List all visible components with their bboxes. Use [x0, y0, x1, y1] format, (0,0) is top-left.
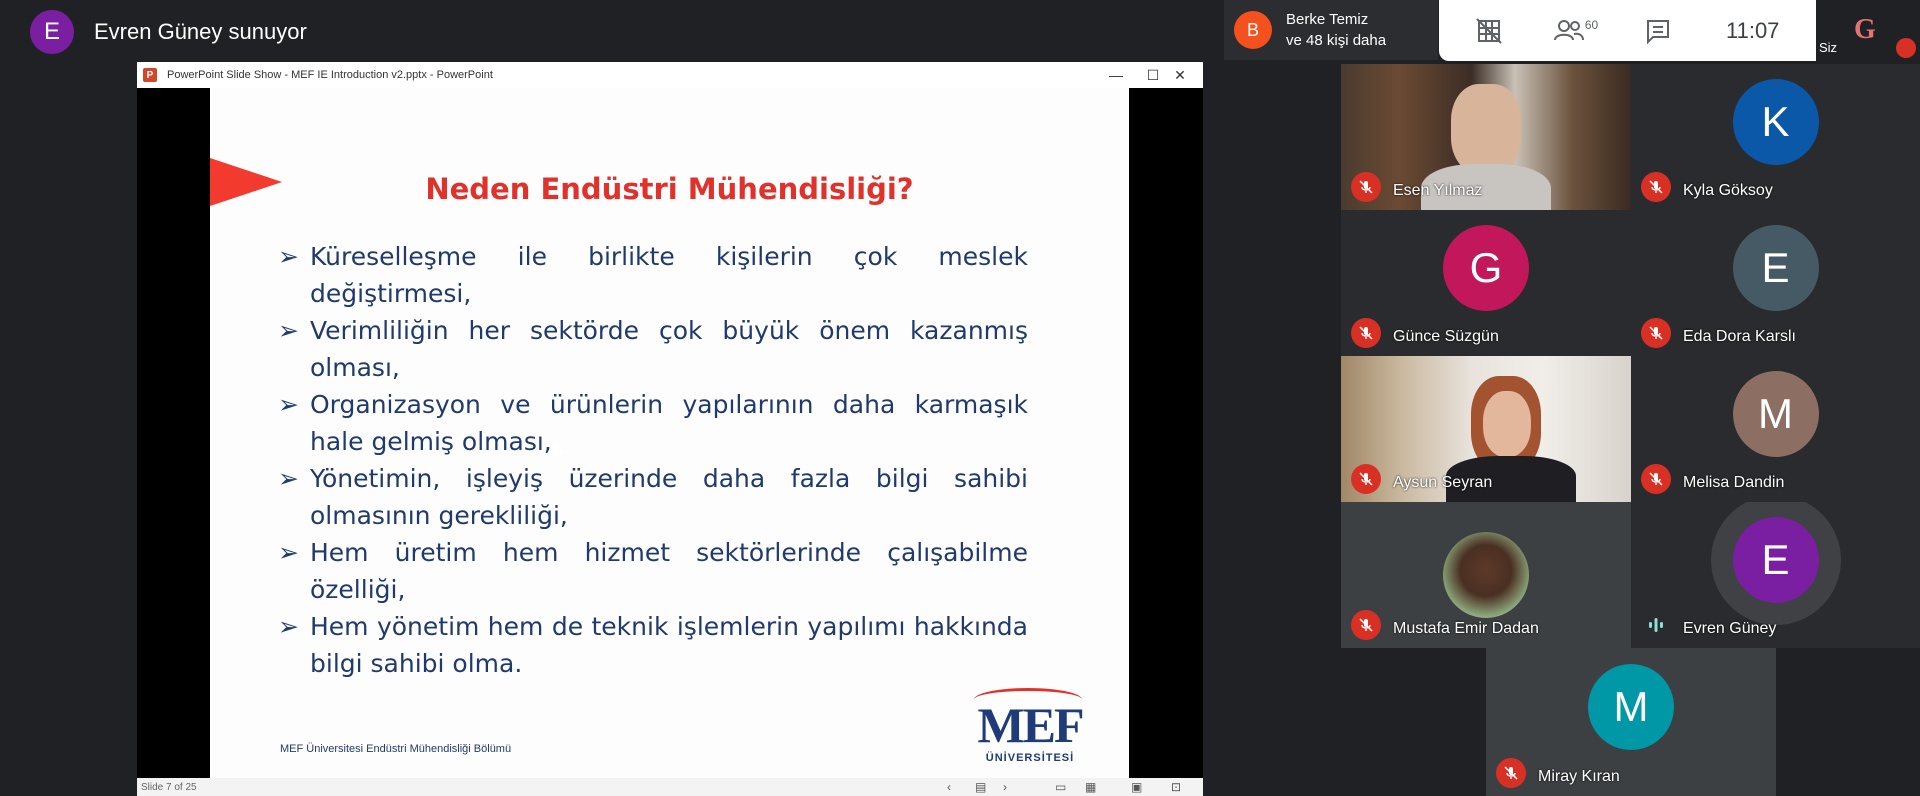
mic-off-icon	[1496, 758, 1526, 788]
mic-off-icon	[1641, 172, 1671, 202]
participant-name: Melisa Dandin	[1683, 474, 1785, 491]
mic-off-icon	[1351, 464, 1381, 494]
others-first-name: Berke Temiz	[1286, 11, 1369, 28]
slide-bullet: ➢ Hem üretim hem hizmet sektörlerinde çalışabilme özelliği,	[278, 534, 1028, 608]
slide	[210, 88, 1129, 778]
participant-avatar: K	[1733, 79, 1819, 165]
self-logo-icon: G	[1854, 14, 1876, 45]
slide-bullet: ➢ Yönetimin, işleyiş üzerinde daha fazla bilgi sahibi olmasının gerekliliği,	[278, 460, 1028, 534]
presenter-banner	[30, 10, 307, 54]
participant-photo	[1443, 532, 1529, 618]
participant-name: Günce Süzgün	[1393, 328, 1499, 345]
maximize-button[interactable]: ☐	[1146, 66, 1160, 83]
slide-sorter-icon[interactable]: ▦	[1085, 780, 1097, 794]
chat-icon[interactable]	[1643, 16, 1673, 46]
normal-view-icon[interactable]: ▭	[1055, 780, 1067, 794]
logo-subtitle: ÜNİVERSİTESİ	[985, 752, 1075, 764]
slide-title: Neden Endüstri Mühendisliği?	[425, 172, 914, 206]
mic-off-icon	[1351, 610, 1381, 640]
speaking-icon	[1641, 610, 1671, 640]
participant-name: Mustafa Emir Dadan	[1393, 620, 1539, 637]
slide-bullet: ➢ Verimliliğin her sektörde çok büyük önem kazanmış olması,	[278, 312, 1028, 386]
logo-word: MEF	[977, 697, 1083, 753]
slide-menu-icon[interactable]: ▤	[975, 780, 987, 794]
self-tile[interactable]	[1816, 0, 1920, 61]
others-avatar: B	[1234, 11, 1272, 49]
participant-name: Eda Dora Karslı	[1683, 328, 1796, 345]
participant-avatar: E	[1733, 225, 1819, 311]
others-participants-tile[interactable]	[1224, 0, 1438, 60]
participant-avatar: M	[1733, 371, 1819, 457]
close-button[interactable]: ✕	[1174, 66, 1186, 83]
shared-screen	[137, 62, 1203, 796]
participant-name: Evren Güney	[1683, 620, 1777, 637]
participant-video	[1341, 64, 1631, 210]
mef-university-logo	[970, 688, 1090, 768]
participant-avatar: E	[1733, 517, 1819, 603]
participant-tile[interactable]	[1341, 356, 1631, 502]
slide-bullet: ➢ Küreselleşme ile birlikte kişilerin çok meslek değiştirmesi,	[278, 238, 1028, 312]
slide-counter: Slide 7 of 25	[141, 781, 197, 793]
participant-tile[interactable]	[1341, 210, 1631, 356]
participant-avatar: G	[1443, 225, 1529, 311]
others-label	[1286, 9, 1386, 51]
minimize-button[interactable]: —	[1109, 67, 1123, 83]
powerpoint-icon: P	[143, 68, 157, 82]
participant-name: Kyla Göksoy	[1683, 182, 1773, 199]
participants-count: 60	[1584, 18, 1599, 32]
powerpoint-titlebar	[137, 62, 1203, 88]
slide-footer: MEF Üniversitesi Endüstri Mühendisliği Bölümü	[280, 743, 512, 755]
participant-avatar: M	[1588, 664, 1674, 750]
participants-button[interactable]	[1551, 14, 1601, 46]
participant-tile[interactable]	[1486, 648, 1776, 796]
others-count: ve 48 kişi daha	[1286, 32, 1387, 49]
self-label: Siz	[1819, 40, 1838, 55]
next-slide-icon[interactable]: ›	[1003, 780, 1007, 794]
clock: 11:07	[1726, 18, 1780, 43]
participant-name: Aysun Seyran	[1393, 474, 1493, 491]
people-icon	[1554, 18, 1584, 42]
participant-tile[interactable]	[1341, 502, 1631, 648]
participant-tile[interactable]	[1631, 502, 1920, 648]
powerpoint-window-title: PowerPoint Slide Show - MEF IE Introduction v2.pptx - PowerPoint	[167, 69, 493, 81]
slide-bullet: ➢ Hem yönetim hem de teknik işlemlerin yapılımı hakkında bilgi sahibi olma.	[278, 608, 1028, 682]
mic-off-icon	[1641, 464, 1671, 494]
powerpoint-status-bar	[137, 778, 1203, 796]
slideshow-view-icon[interactable]: ⊡	[1171, 780, 1182, 794]
participant-tile[interactable]	[1631, 64, 1920, 210]
slide-bullet-list	[278, 238, 1028, 682]
mic-off-icon	[1351, 318, 1381, 348]
participant-name: Miray Kıran	[1538, 768, 1620, 785]
layout-grid-off-icon[interactable]	[1474, 16, 1504, 46]
participant-tile[interactable]	[1341, 64, 1631, 210]
previous-slide-icon[interactable]: ‹	[947, 780, 951, 794]
mic-off-icon	[1351, 172, 1381, 202]
reading-view-icon[interactable]: ▣	[1131, 780, 1143, 794]
participant-tile[interactable]	[1631, 356, 1920, 502]
presenter-avatar: E	[30, 10, 74, 54]
participant-tile[interactable]	[1631, 210, 1920, 356]
slide-bullet: ➢ Organizasyon ve ürünlerin yapılarının daha karmaşık hale gelmiş olması,	[278, 386, 1028, 460]
self-mic-off-icon	[1896, 38, 1916, 58]
presenter-label: Evren Güney sunuyor	[94, 19, 307, 44]
meeting-toolbar	[1439, 0, 1816, 61]
mic-off-icon	[1641, 318, 1671, 348]
participant-name: Esen Yılmaz	[1393, 182, 1483, 199]
